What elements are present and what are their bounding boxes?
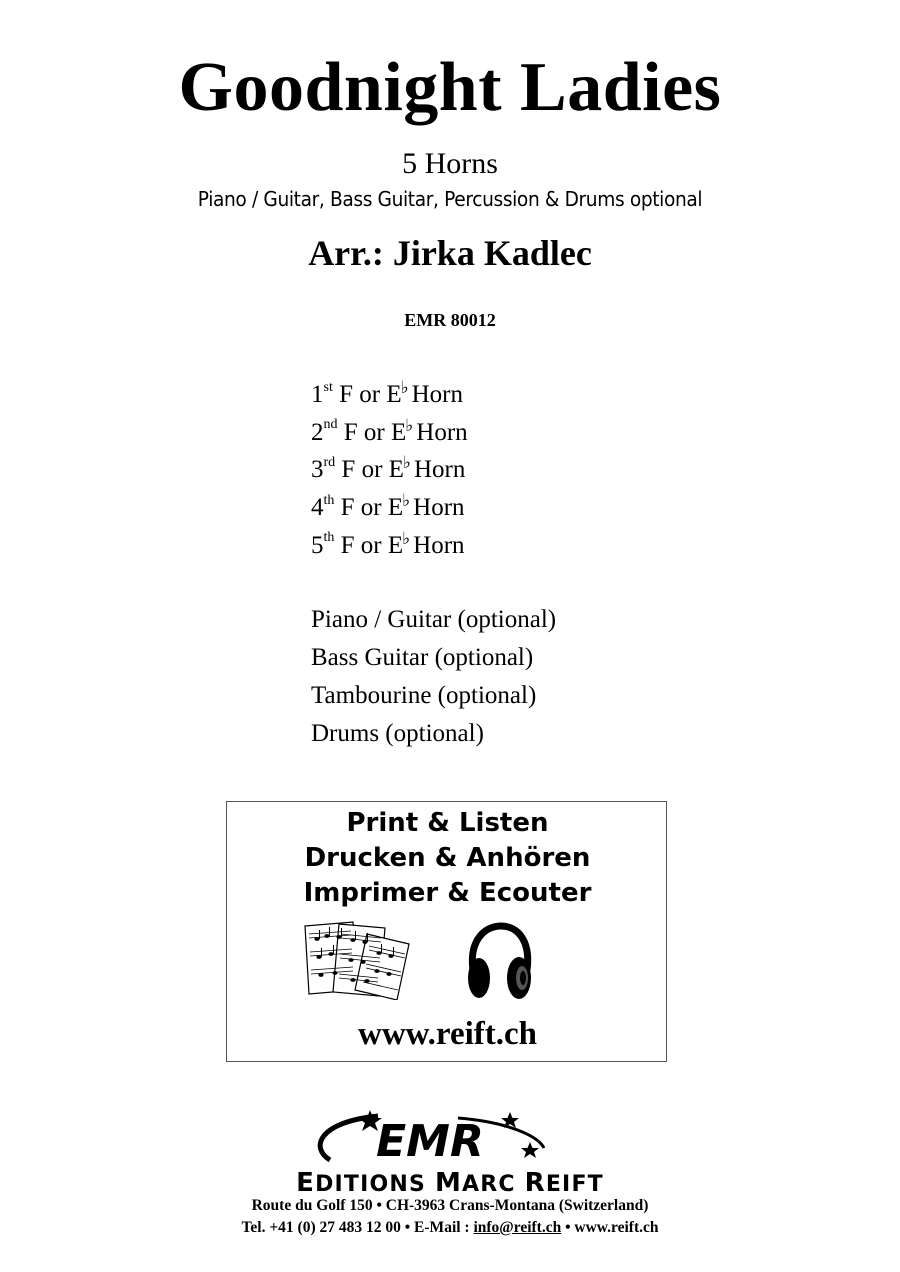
optional-part: Piano / Guitar (optional)	[311, 606, 557, 633]
flat-icon: ♭	[405, 415, 414, 436]
part-ordinal: st	[323, 379, 333, 395]
part-suffix: Horn	[416, 418, 468, 446]
flat-icon: ♭	[402, 528, 411, 549]
publisher-initial: R	[524, 1168, 546, 1198]
part-row	[311, 451, 468, 489]
publisher-word: DITIONS	[315, 1172, 435, 1197]
part-name: F or E	[339, 381, 402, 408]
optional-part: Drums (optional)	[311, 720, 484, 747]
part-suffix: Horn	[413, 531, 465, 559]
part-ordinal: th	[323, 530, 335, 546]
part-name: F or E	[341, 456, 404, 484]
footer-website[interactable]: • www.reift.ch	[561, 1219, 659, 1236]
part-number: 2	[311, 418, 324, 446]
page-title: Goodnight Ladies	[178, 49, 722, 126]
part-suffix: Horn	[413, 494, 465, 522]
part-ordinal: nd	[323, 417, 338, 433]
part-ordinal: th	[323, 492, 335, 508]
part-number: 3	[311, 456, 324, 484]
part-suffix: Horn	[413, 456, 466, 484]
part-number: 5	[311, 531, 324, 559]
part-row	[311, 527, 468, 565]
promo-line-english: Print & Listen	[346, 808, 549, 838]
publisher-address: Route du Golf 150 • CH-3963 Crans-Montana (Switzerland)	[251, 1197, 649, 1214]
flat-icon: ♭	[402, 453, 411, 474]
optional-part: Bass Guitar (optional)	[311, 644, 534, 671]
website-link[interactable]: www.reift.ch	[357, 1016, 538, 1052]
publisher-word: ARC	[462, 1172, 525, 1197]
part-suffix: Horn	[411, 381, 464, 408]
part-name: F or E	[340, 531, 404, 559]
flat-icon: ♭	[402, 491, 411, 512]
publisher-initial: M	[434, 1168, 463, 1198]
email-link[interactable]: info@reift.ch	[473, 1219, 562, 1236]
part-row	[311, 376, 468, 414]
instrumentation-line: Piano / Guitar, Bass Guitar, Percussion & Drums optional	[197, 187, 703, 211]
promo-line-german: Drucken & Anhören	[304, 843, 591, 873]
sheet-music-icon	[301, 920, 413, 1000]
publisher-name	[0, 1168, 900, 1198]
emr-logo-text: EMR	[376, 1116, 484, 1166]
arranger: Arr.: Jirka Kadlec	[308, 233, 592, 273]
optional-parts-list	[311, 601, 556, 753]
publisher-word: EIFT	[545, 1172, 604, 1197]
print-listen-box	[226, 801, 667, 1062]
horn-parts-list	[311, 376, 468, 564]
flat-icon: ♭	[400, 378, 409, 398]
promo-line-french: Imprimer & Ecouter	[303, 878, 592, 908]
emr-logo	[308, 1108, 552, 1166]
subtitle: 5 Horns	[402, 147, 498, 180]
part-name: F or E	[343, 418, 407, 446]
part-row	[311, 489, 468, 527]
part-row	[311, 414, 468, 452]
phone-text: Tel. +41 (0) 27 483 12 00 • E-Mail :	[241, 1219, 474, 1236]
part-name: F or E	[340, 494, 404, 522]
catalog-number: EMR 80012	[404, 310, 496, 330]
publisher-initial: E	[296, 1168, 316, 1198]
optional-part: Tambourine (optional)	[311, 682, 537, 709]
part-number: 4	[311, 494, 324, 522]
headphones-icon	[465, 922, 535, 1004]
part-number: 1	[311, 381, 324, 408]
part-ordinal: rd	[323, 455, 336, 471]
publisher-contact	[0, 1219, 900, 1237]
